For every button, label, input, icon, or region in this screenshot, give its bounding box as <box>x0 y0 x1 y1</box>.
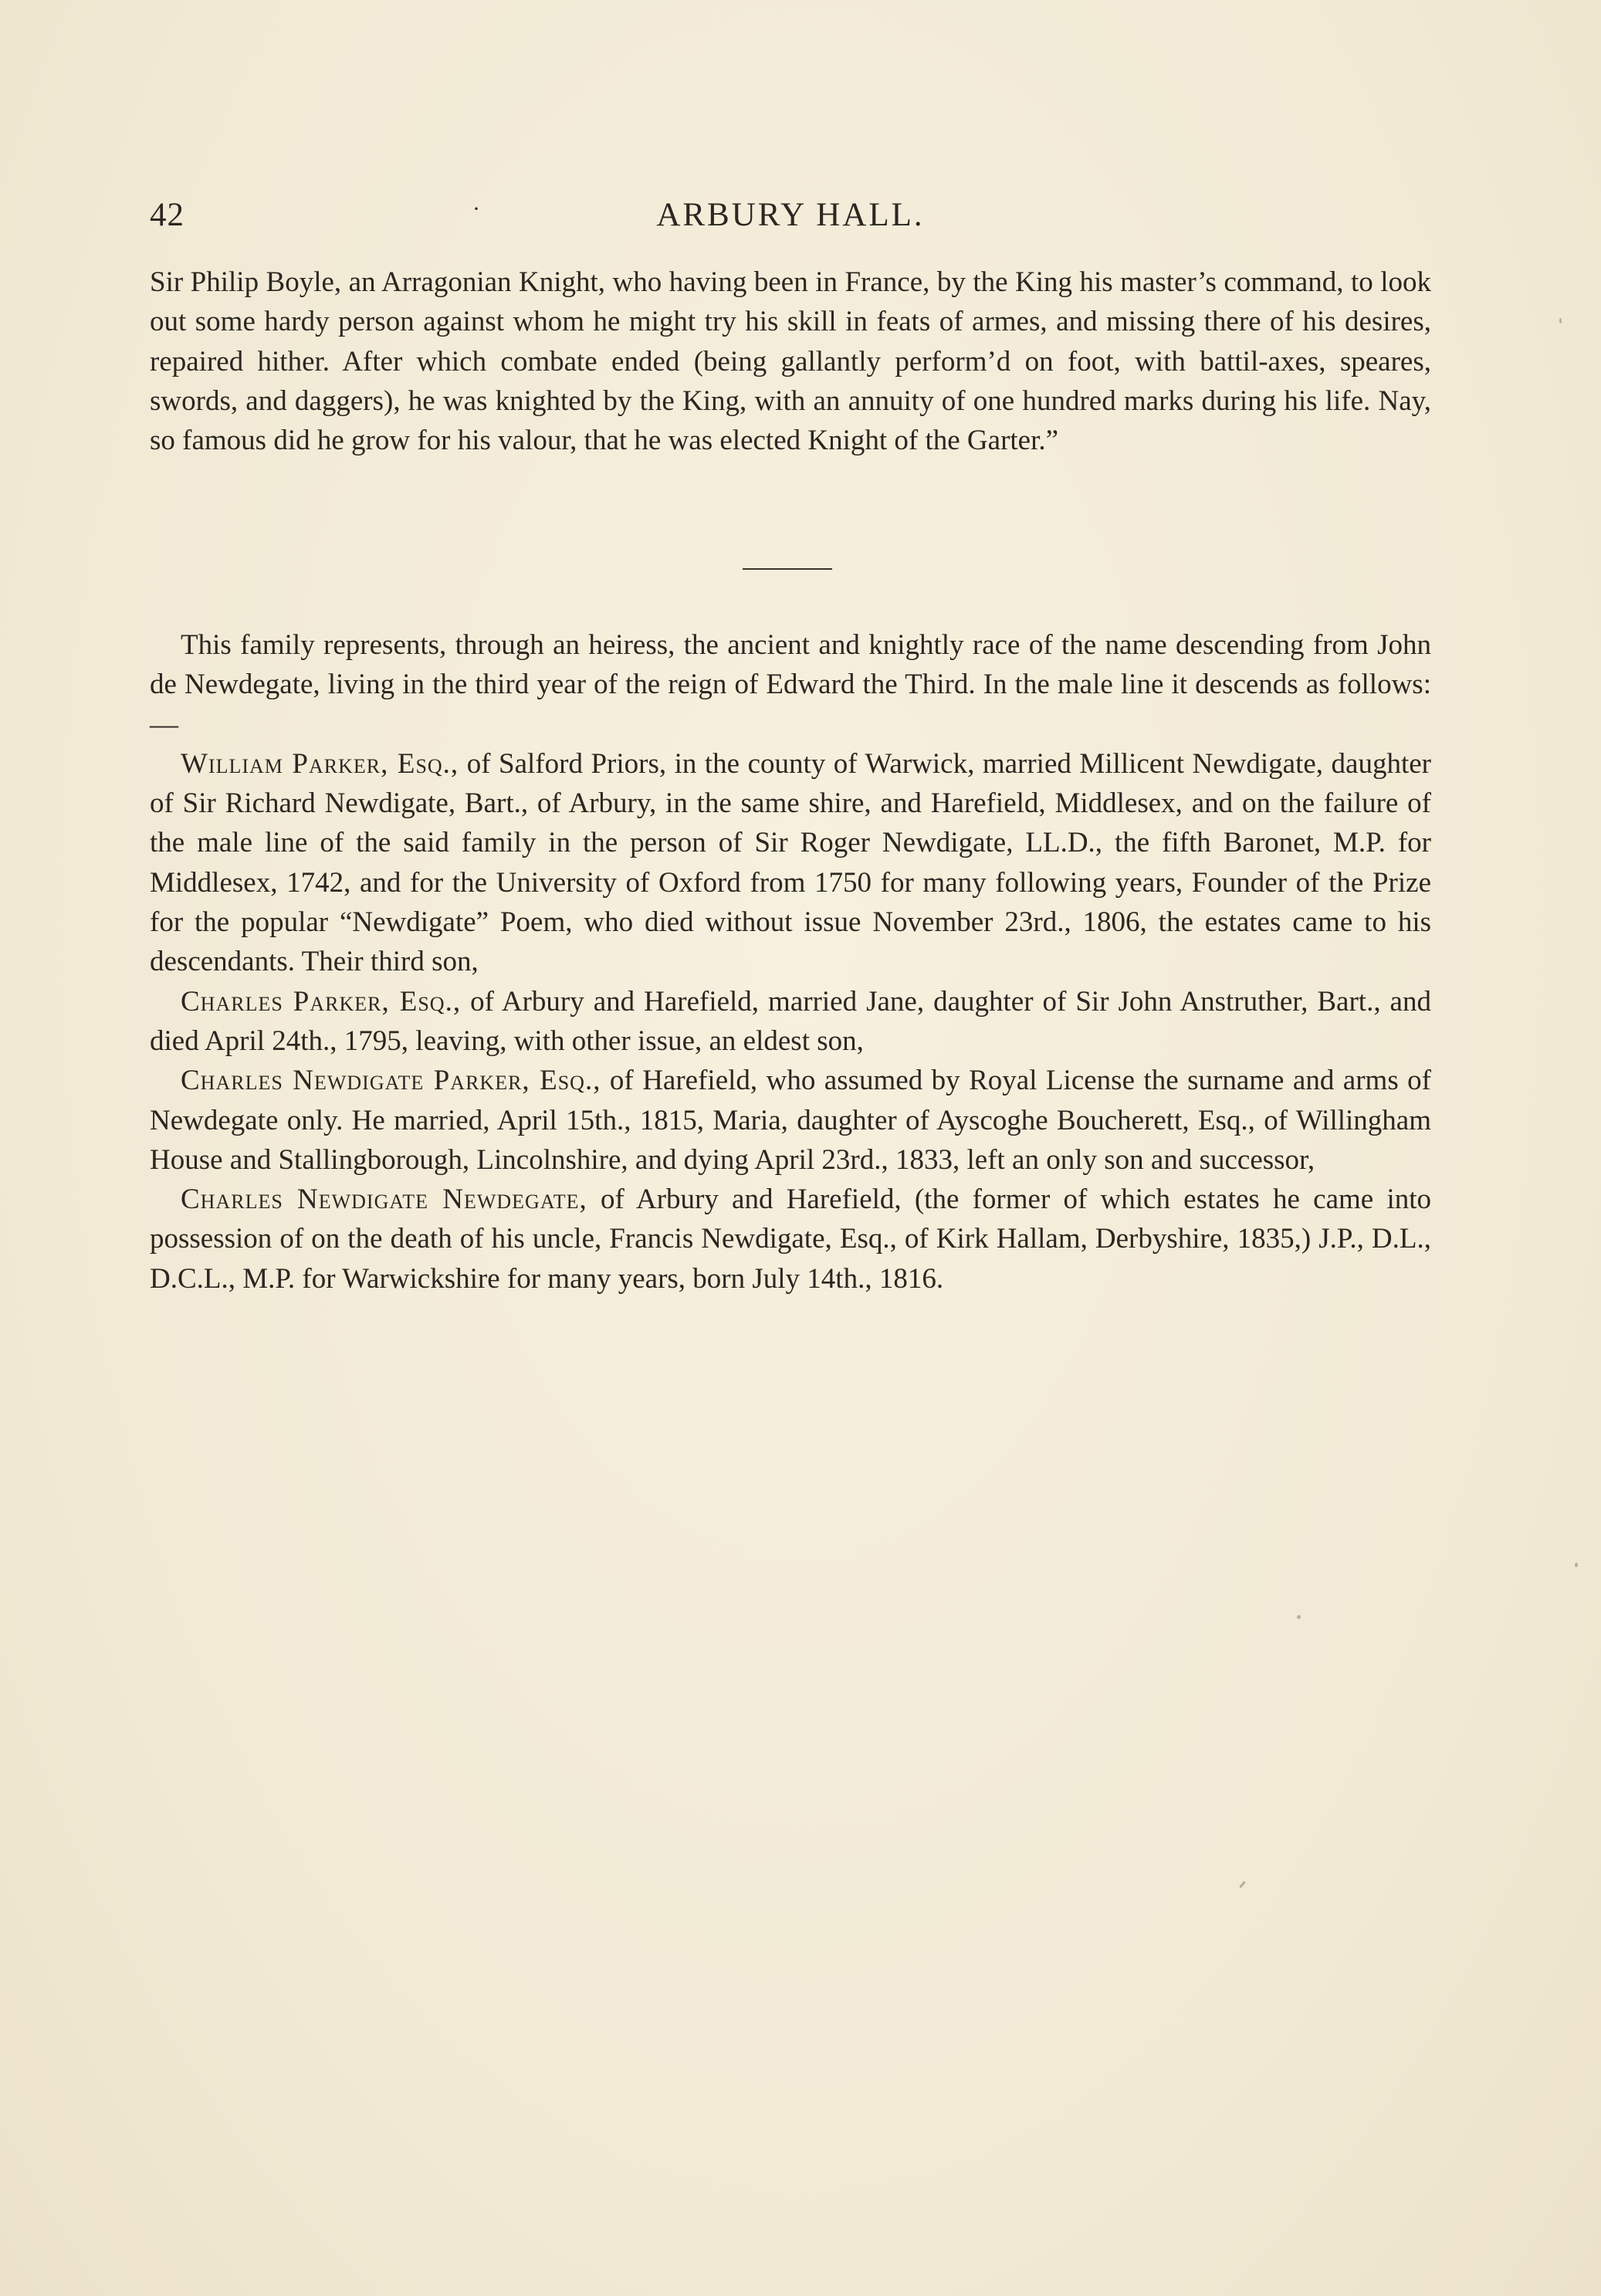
entry-name: William Parker, Esq., <box>181 747 459 780</box>
entry-text: of Salford Priors, in the county of Warwick, married Millicent Newdigate, daughter of Sir Richard Newdigate, Bart., of Arbury, in the same shire, and Harefield, Middlesex, and on the failure of the male line of the said family in the person of Sir Roger Newdigate, LL.D., the fifth Baronet, M.P. for Middlesex, 1742, and for the University of Oxford from 1750 for many following years, Founder of the Prize for the popular “Newdigate” Poem, who died without issue November 23rd., 1806, the estates came to his descendants. Their third son, <box>150 747 1431 978</box>
entry-name: Charles Parker, Esq., <box>181 985 462 1018</box>
paper-speck <box>1239 1881 1246 1888</box>
genealogy-section <box>150 625 1431 1299</box>
genealogy-entry-charles-newdigate-parker <box>150 1061 1431 1180</box>
genealogy-entry-charles-parker <box>150 982 1431 1062</box>
quote-continuation <box>150 262 1431 460</box>
page-number: 42 <box>150 197 184 233</box>
entry-name: Charles Newdigate Parker, Esq., <box>181 1065 601 1097</box>
genealogy-entry-charles-newdigate-newdegate <box>150 1180 1431 1299</box>
running-head: ARBURY HALL. <box>656 197 925 233</box>
paper-speck <box>1559 318 1562 323</box>
quote-paragraph: Sir Philip Boyle, an Arragonian Knight, who having been in France, by the King his master’s command, to look out some hardy person against whom he might try his skill in feats of armes, and missing there of his desires, repaired hither. After which combate ended (being gallantly perform’d on foot, with battil-axes, speares, swords, and daggers), he was knighted by the King, with an annuity of one hundred marks during his life. Nay, so famous did he grow for his valour, that he was elected Knight of the Garter.” <box>150 266 1431 457</box>
paper-speck <box>1297 1615 1301 1619</box>
entry-text: of Arbury and Harefield, (the former of which estates he came into possession of on the death of his uncle, Francis Newdigate, Esq., of Kirk Hallam, Derbyshire, 1835,) J.P., D.L., D.C.L., M.P. for Warwickshire for many years, born July 14th., 1816. <box>150 1184 1432 1295</box>
header-dot: · <box>472 196 480 222</box>
genealogy-entry-william-parker <box>150 744 1431 982</box>
entry-name: Charles Newdigate Newdegate, <box>181 1184 587 1216</box>
entry-text: of Harefield, who assumed by Royal License the surname and arms of Newdegate only. He married, April 15th., 1815, Maria, daughter of Ayscoghe Boucherett, Esq., of Willingham House and Stallingborough, Lincolnshire, and dying April 23rd., 1833, left an only son and successor, <box>150 1065 1432 1176</box>
paragraph-text: This family represents, through an heiress, the ancient and knightly race of the name descending from John de Newdegate, living in the third year of the reign of Edward the Third. In the male line it descends as follows:— <box>150 629 1431 740</box>
intro-paragraph <box>150 625 1431 744</box>
entry-text: of Arbury and Harefield, married Jane, daughter of Sir John Anstruther, Bart., and died April 24th., 1795, leaving, with other issue, an eldest son, <box>150 985 1431 1057</box>
page-header <box>150 196 1431 242</box>
paper-speck <box>1575 1563 1578 1567</box>
section-divider <box>743 568 832 570</box>
